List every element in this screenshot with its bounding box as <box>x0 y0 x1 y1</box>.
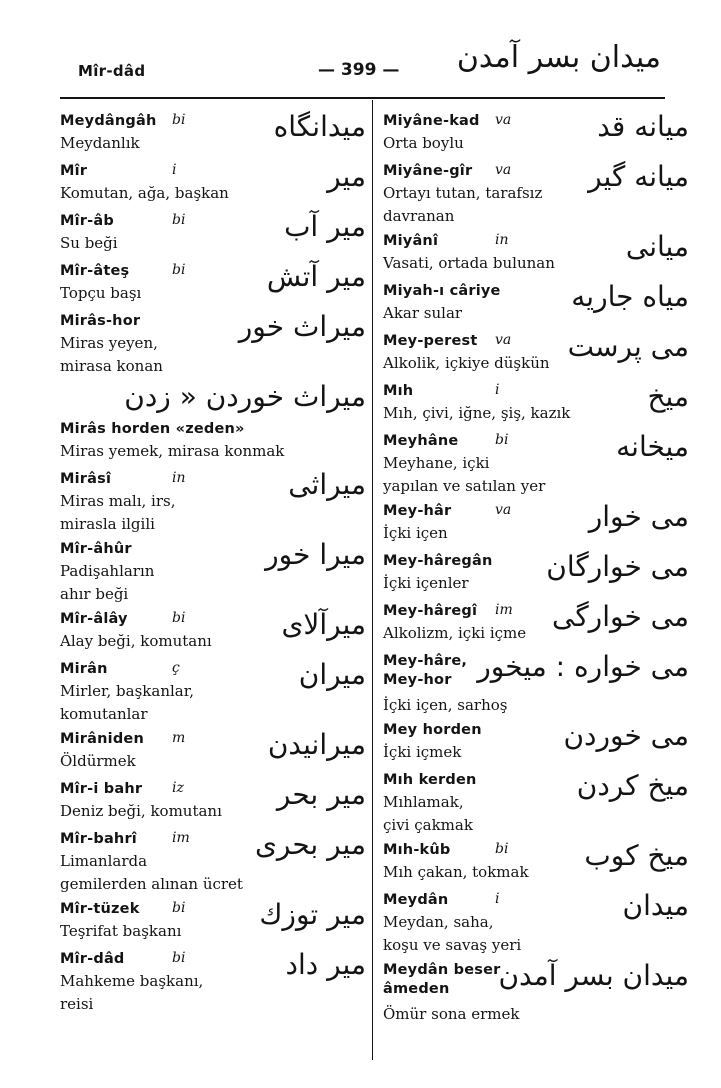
entry-arabic-script: میر توزك <box>259 898 366 931</box>
entry-part-of-speech: im <box>495 602 513 618</box>
entry-head <box>383 380 683 402</box>
entry-term: Mey-hâregân <box>383 553 493 569</box>
entry-arabic-script: میدانگاه <box>273 110 366 143</box>
entry-arabic-script: می خوار <box>588 500 689 533</box>
entry-arabic-script: میخ <box>647 380 689 413</box>
entry-arabic-script: می خوارگی <box>552 600 689 633</box>
entry-definition: Padişahların ahır beği <box>60 562 155 603</box>
dictionary-entry <box>383 769 689 837</box>
entry-arabic-script: می خواره : میخور <box>477 650 689 683</box>
entry-definition: Mıh, çivi, iğne, şiş, kazık <box>383 404 571 422</box>
guide-word-right-arabic: میدان بسر آمدن <box>456 40 661 75</box>
entry-term: Mey-perest <box>383 333 478 349</box>
entry-arabic-script: میر آتش <box>266 260 366 293</box>
header-rule <box>60 97 665 99</box>
dictionary-entry <box>60 538 366 606</box>
entry-term: Mîr-bahrî <box>60 831 137 847</box>
entry-arabic-script: میخانه <box>616 430 689 463</box>
page-header <box>0 0 721 100</box>
entry-term: Mey-hâr <box>383 503 452 519</box>
entry-part-of-speech: ç <box>172 660 180 676</box>
entry-arabic-script: میراثی <box>288 468 366 501</box>
entry-definition: Mirler, başkanlar, komutanlar <box>60 682 195 723</box>
entry-definition: Mahkeme başkanı, reisi <box>60 972 204 1013</box>
entry-term: Miyâne-gîr <box>383 163 473 179</box>
entry-part-of-speech: m <box>172 730 186 746</box>
dictionary-entry <box>60 260 366 308</box>
dictionary-entry <box>60 380 366 416</box>
entry-definition: Mıh çakan, tokmak <box>383 863 529 881</box>
entry-term: Mîr-âteş <box>60 263 130 279</box>
left-column <box>60 110 366 1018</box>
entry-definition: İçki içen <box>383 524 448 542</box>
dictionary-entry <box>383 280 689 328</box>
entry-head <box>60 418 360 440</box>
entry-definition: Miras yeyen, mirasa konan <box>60 334 163 375</box>
column-divider <box>372 100 373 1060</box>
dictionary-entry <box>60 418 360 466</box>
entry-arabic-script: میر آب <box>284 210 366 243</box>
entry-term: Mirâniden <box>60 731 144 747</box>
dictionary-entry <box>60 658 366 726</box>
dictionary-entry <box>60 468 366 536</box>
entry-part-of-speech: in <box>495 232 509 248</box>
dictionary-entry <box>383 430 689 498</box>
entry-part-of-speech: bi <box>495 432 509 448</box>
entry-definition: Limanlarda gemilerden alınan ücret <box>60 852 243 893</box>
entry-definition: Teşrifat başkanı <box>60 922 182 940</box>
entry-arabic-script: می خوارگان <box>546 550 689 583</box>
guide-word-left: Mîr-dâd <box>78 62 146 80</box>
dictionary-entry <box>60 160 366 208</box>
entry-arabic-script: میر بحر <box>276 778 366 811</box>
dictionary-entry <box>383 160 689 228</box>
entry-arabic-script: میانه گیر <box>588 160 689 193</box>
entry-arabic-script: می خوردن <box>563 719 689 752</box>
entry-definition: İçki içen, sarhoş <box>383 696 508 714</box>
entry-definition: Meydanlık <box>60 134 140 152</box>
entry-term: Miyâne-kad <box>383 113 480 129</box>
entry-definition: Akar sular <box>383 304 463 322</box>
entry-arabic-script: میاه جاریه <box>571 280 689 313</box>
entry-term: Mıh <box>383 383 414 399</box>
dictionary-entry <box>60 948 366 1016</box>
entry-arabic-script: میانی <box>625 230 689 263</box>
entry-part-of-speech: bi <box>172 262 186 278</box>
entry-part-of-speech: i <box>495 382 500 398</box>
entry-term: Mıh-kûb <box>383 842 451 858</box>
entry-term: Mey-hâre, Mey-hor <box>383 653 468 688</box>
entry-arabic-script: میانه قد <box>597 110 689 143</box>
entry-part-of-speech: va <box>495 112 512 128</box>
entry-term: Mîr-âlây <box>60 611 128 627</box>
dictionary-entry <box>383 719 689 767</box>
entry-term: Meydân <box>383 892 449 908</box>
dictionary-entry <box>383 550 689 598</box>
entry-definition: Öldürmek <box>60 752 136 770</box>
dictionary-entry <box>60 728 366 776</box>
entry-part-of-speech: bi <box>172 900 186 916</box>
entry-arabic-script: میر بحری <box>254 828 366 861</box>
entry-arabic-script: میران <box>298 658 366 691</box>
entry-definition: Orta boylu <box>383 134 464 152</box>
dictionary-entry <box>383 380 689 428</box>
dictionary-entry <box>383 230 689 278</box>
dictionary-entry <box>383 110 689 158</box>
entry-definition: Ömür sona ermek <box>383 1005 520 1023</box>
entry-term: Meydân beser âmeden <box>383 962 501 997</box>
dictionary-entry <box>383 959 689 1026</box>
right-column <box>383 110 689 1028</box>
dictionary-entry <box>60 310 366 378</box>
entry-term: Mirâs horden «zeden» <box>60 421 245 437</box>
entry-definition: Vasati, ortada bulunan <box>383 254 555 272</box>
entry-definition: Su beği <box>60 234 118 252</box>
page-number: — 399 — <box>318 60 400 80</box>
entry-definition: Alkolik, içkiye düşkün <box>383 354 550 372</box>
entry-definition: Ortayı tutan, tarafsız davranan <box>383 184 543 225</box>
entry-part-of-speech: bi <box>172 950 186 966</box>
entry-part-of-speech: bi <box>172 112 186 128</box>
entry-term: Mıh kerden <box>383 772 477 788</box>
entry-part-of-speech: bi <box>172 610 186 626</box>
entry-part-of-speech: im <box>172 830 190 846</box>
entry-term: Mîr-âb <box>60 213 114 229</box>
entry-part-of-speech: bi <box>495 841 509 857</box>
entry-definition: Deniz beği, komutanı <box>60 802 222 820</box>
entry-definition: İçki içenler <box>383 574 469 592</box>
entry-part-of-speech: i <box>495 891 500 907</box>
dictionary-entry <box>60 210 366 258</box>
entry-term: Meydângâh <box>60 113 157 129</box>
entry-definition: Meyhane, içki yapılan ve satılan yer <box>383 454 546 495</box>
entry-term: Mîr-i bahr <box>60 781 143 797</box>
entry-definition: Alkolizm, içki içme <box>383 624 527 642</box>
entry-term: Mey horden <box>383 722 482 738</box>
entry-term: Miyânî <box>383 233 439 249</box>
entry-term: Mey-hâregî <box>383 603 478 619</box>
entry-arabic-script: میدان بسر آمدن <box>498 959 689 992</box>
entry-arabic-script: میراث خور <box>238 310 366 343</box>
entry-term: Mirân <box>60 661 108 677</box>
dictionary-entry <box>383 330 689 378</box>
entry-definition: Mıhlamak, çivi çakmak <box>383 793 473 834</box>
dictionary-entry <box>383 500 689 548</box>
entry-arabic-script: میرآلای <box>281 608 366 641</box>
entry-arabic-script: میدان <box>622 889 689 922</box>
entry-definition: Miras yemek, mirasa konmak <box>60 442 285 460</box>
entry-arabic-script: میخ کردن <box>576 769 689 802</box>
entry-term: Mîr-âhûr <box>60 541 132 557</box>
entry-part-of-speech: va <box>495 502 512 518</box>
dictionary-entry <box>383 839 689 887</box>
dictionary-entry <box>383 600 689 648</box>
entry-definition: Miras malı, irs, mirasla ilgili <box>60 492 176 533</box>
entry-definition: İçki içmek <box>383 743 462 761</box>
entry-arabic-script: میراث خوردن « زدن <box>124 380 366 413</box>
entry-definition: Komutan, ağa, başkan <box>60 184 229 202</box>
entry-arabic-script: می پرست <box>567 330 689 363</box>
dictionary-entry <box>383 650 689 717</box>
dictionary-entry <box>60 828 366 896</box>
dictionary-entry <box>60 898 366 946</box>
entry-term: Mîr <box>60 163 88 179</box>
entry-part-of-speech: i <box>172 162 177 178</box>
entry-arabic-script: میر داد <box>285 948 366 981</box>
entry-head <box>60 160 360 182</box>
entry-definition: Meydan, saha, koşu ve savaş yeri <box>383 913 522 954</box>
entry-term: Meyhâne <box>383 433 459 449</box>
entry-part-of-speech: bi <box>172 212 186 228</box>
entry-arabic-script: میرانیدن <box>267 728 366 761</box>
dictionary-entry <box>60 778 366 826</box>
entry-part-of-speech: va <box>495 162 512 178</box>
entry-term: Mîr-dâd <box>60 951 125 967</box>
entry-term: Mirâsî <box>60 471 112 487</box>
entry-part-of-speech: in <box>172 470 186 486</box>
dictionary-entry <box>383 889 689 957</box>
dictionary-entry <box>60 110 366 158</box>
entry-arabic-script: میخ کوب <box>584 839 689 872</box>
entry-term: Miyah-ı câriye <box>383 283 501 299</box>
entry-arabic-script: میرا خور <box>265 538 366 571</box>
entry-part-of-speech: iz <box>172 780 184 796</box>
entry-arabic-script: میر <box>327 160 366 193</box>
entry-part-of-speech: va <box>495 332 512 348</box>
dictionary-entry <box>60 608 366 656</box>
entry-definition: Topçu başı <box>60 284 142 302</box>
entry-definition: Alay beği, komutanı <box>60 632 212 650</box>
entry-term: Mirâs-hor <box>60 313 141 329</box>
entry-term: Mîr-tüzek <box>60 901 140 917</box>
